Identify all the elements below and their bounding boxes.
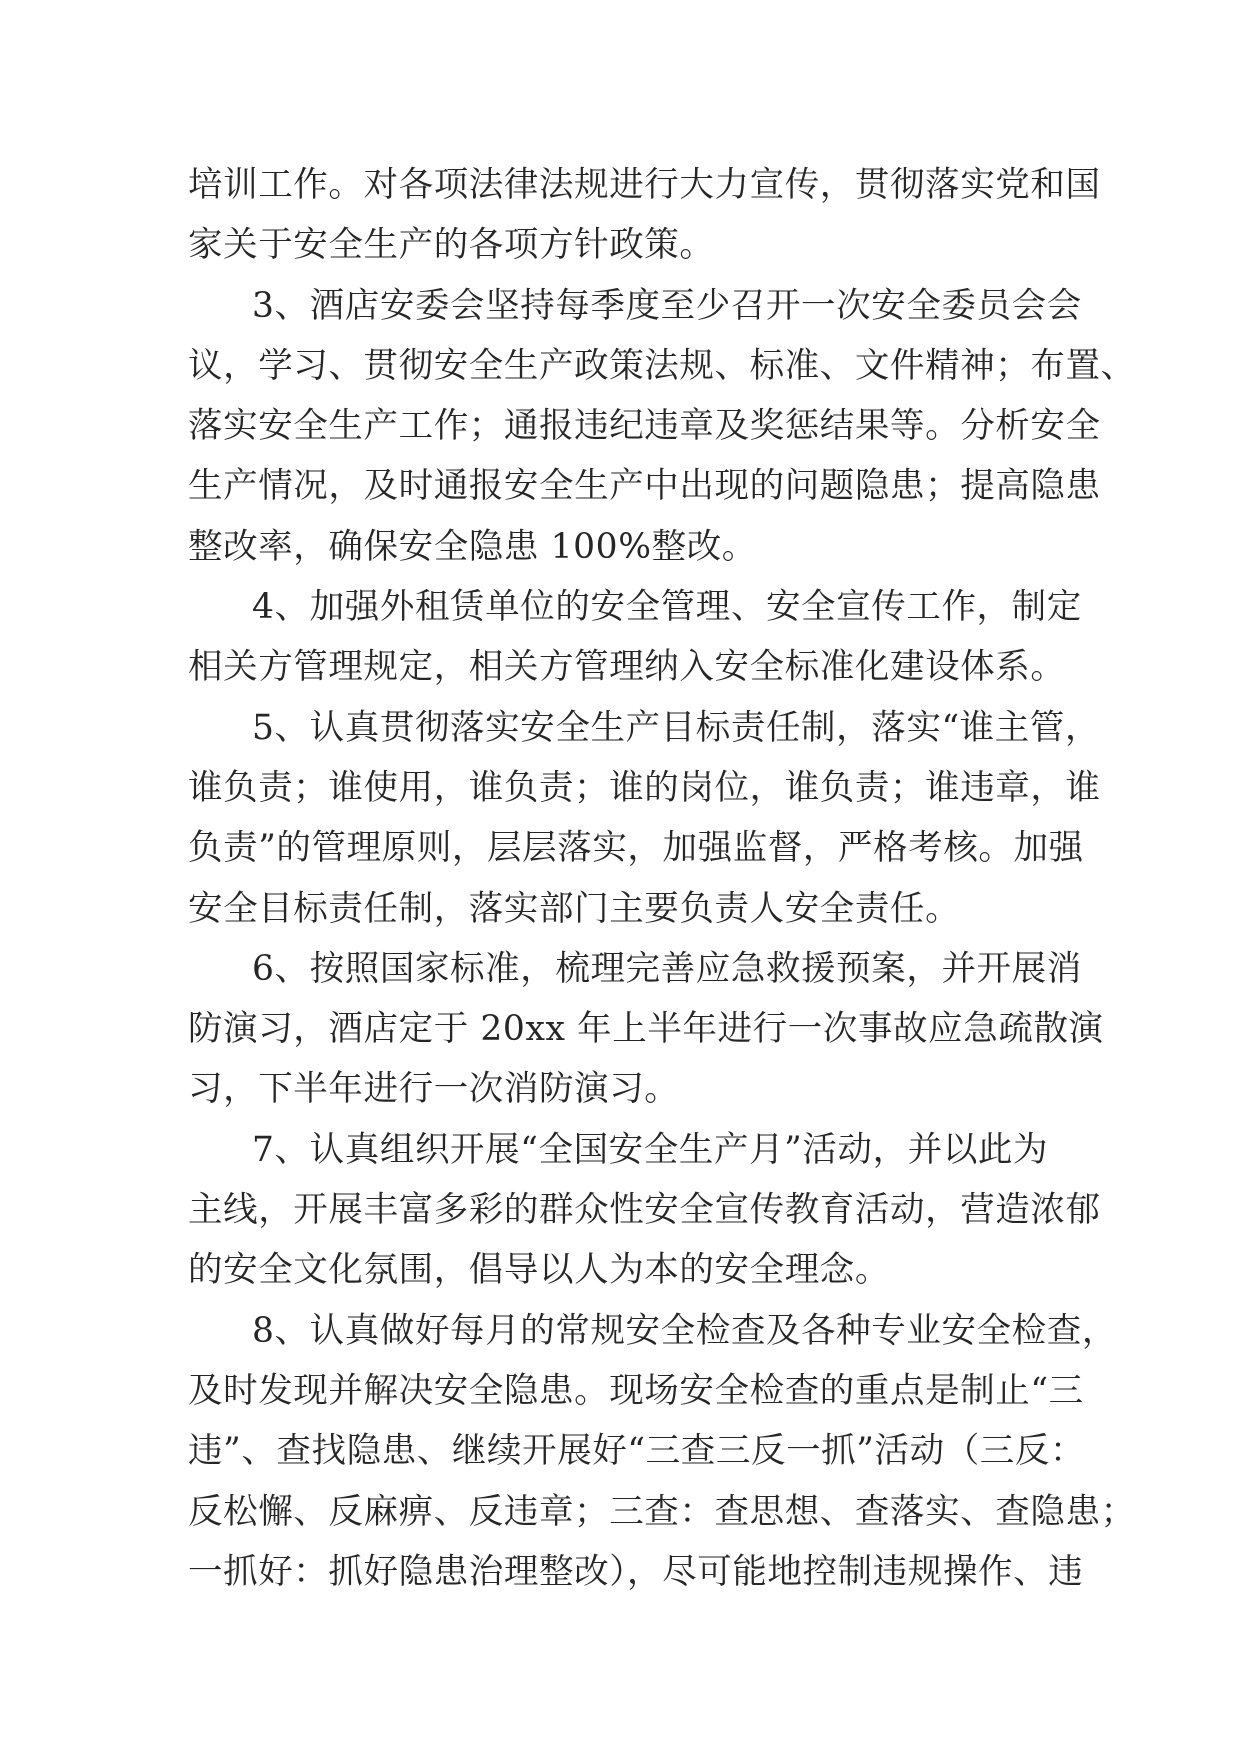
text-line: 8、认真做好每月的常规安全检查及各种专业安全检查， [252, 1310, 1117, 1351]
text-line: 主线，开展丰富多彩的群众性安全宣传教育活动，营造浓郁 [188, 1190, 1101, 1231]
text-line: 6、按照国家标准，梳理完善应急救援预案，并开展消 [252, 948, 1082, 989]
text-line: 一抓好：抓好隐患治理整改），尽可能地控制违规操作、违 [188, 1551, 1084, 1592]
text-line: 整改率，确保安全隐患 100%整改。 [188, 526, 757, 567]
text-line: 落实安全生产工作；通报违纪违章及奖惩结果等。分析安全 [188, 406, 1101, 447]
text-line: 5、认真贯彻落实安全生产目标责任制，落实“谁主管， [252, 707, 1101, 748]
text-line: 及时发现并解决安全隐患。现场安全检查的重点是制止“三 [188, 1370, 1084, 1411]
text-line: 谁负责；谁使用，谁负责；谁的岗位，谁负责；谁违章，谁 [188, 767, 1101, 808]
text-line: 家关于安全生产的各项方针政策。 [188, 225, 715, 266]
text-line: 反松懈、反麻痹、反违章；三查：查思想、查落实、查隐患； [188, 1491, 1136, 1532]
text-line: 习，下半年进行一次消防演习。 [188, 1069, 680, 1110]
text-line: 4、加强外租赁单位的安全管理、安全宣传工作，制定 [252, 587, 1082, 628]
text-line: 生产情况，及时通报安全生产中出现的问题隐患；提高隐患 [188, 466, 1101, 507]
text-line: 议，学习、贯彻安全生产政策法规、标准、文件精神；布置、 [188, 345, 1136, 386]
text-line: 培训工作。对各项法律法规进行大力宣传，贯彻落实党和国 [188, 165, 1101, 205]
text-line: 相关方管理规定，相关方管理纳入安全标准化建设体系。 [188, 647, 1066, 688]
text-line: 违”、查找隐患、继续开展好“三查三反一抓”活动（三反： [188, 1431, 1086, 1472]
text-line: 安全目标责任制，落实部门主要负责人安全责任。 [188, 888, 961, 929]
text-line: 3、酒店安委会坚持每季度至少召开一次安全委员会会 [252, 285, 1082, 326]
text-line: 的安全文化氛围，倡导以人为本的安全理念。 [188, 1250, 890, 1291]
text-line: 7、认真组织开展“全国安全生产月”活动，并以此为 [252, 1129, 1049, 1170]
text-line: 防演习，酒店定于 20xx 年上半年进行一次事故应急疏散演 [188, 1009, 1104, 1050]
document-body [188, 155, 1136, 1602]
text-line: 负责”的管理原则，层层落实，加强监督，严格考核。加强 [188, 828, 1084, 869]
